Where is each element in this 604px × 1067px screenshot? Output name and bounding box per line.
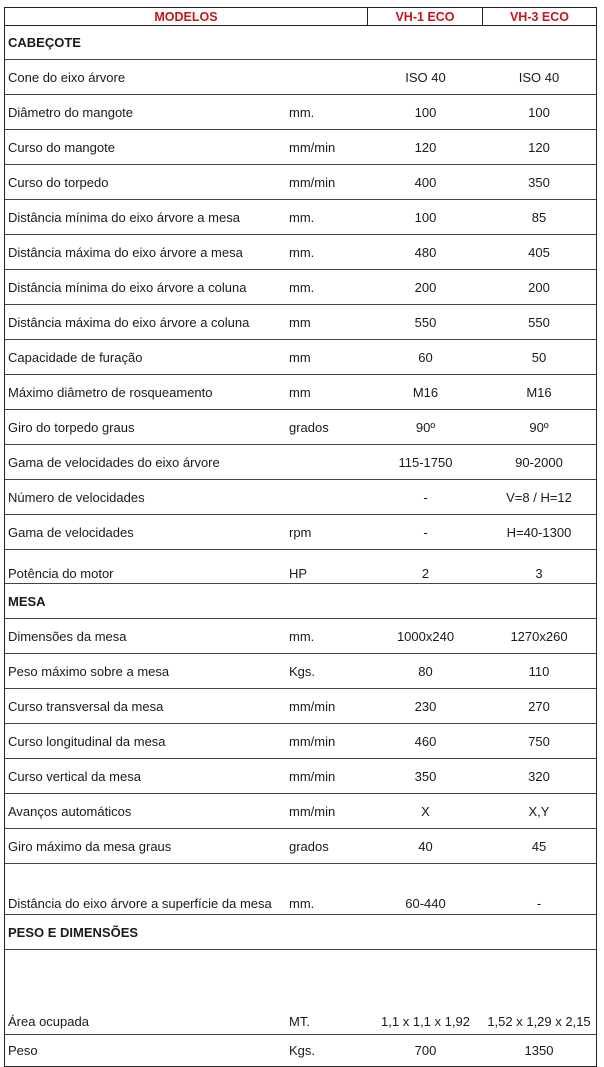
- table-row: [5, 60, 596, 95]
- spec-value-vh1: 200: [414, 279, 437, 295]
- spec-name: Distância mínima do eixo árvore a mesa: [8, 209, 240, 225]
- spec-name: Número de velocidades: [8, 489, 145, 505]
- spec-unit: mm.: [289, 896, 315, 911]
- spec-name: Distância máxima do eixo árvore a mesa: [8, 244, 243, 260]
- spec-value-vh1: 100: [414, 104, 437, 120]
- spec-name: Curso do mangote: [8, 139, 115, 155]
- spec-value-vh3: 50: [531, 349, 547, 365]
- spec-unit: mm/min: [289, 174, 336, 190]
- spec-value-vh3: 90-2000: [515, 454, 563, 470]
- table-row: [5, 410, 596, 445]
- spec-value-vh1: 550: [414, 314, 437, 330]
- spec-value-vh3: 100: [528, 104, 550, 120]
- spec-name: Giro do torpedo graus: [8, 419, 135, 435]
- table-row: [5, 95, 596, 130]
- spec-unit: HP: [289, 566, 308, 581]
- spec-value-vh1: 80: [418, 663, 433, 679]
- spec-unit: Kgs.: [289, 1043, 316, 1058]
- spec-value-vh3: 1350: [524, 1043, 554, 1058]
- spec-value-vh3: H=40-1300: [506, 524, 572, 540]
- table-row: [5, 165, 596, 200]
- table-row: [5, 445, 596, 480]
- table-row: [5, 864, 596, 915]
- model-1-header: VH-1 ECO: [368, 8, 483, 25]
- spec-value-vh1: 460: [414, 733, 437, 749]
- table-row: [5, 619, 596, 654]
- spec-name: Dimensões da mesa: [8, 628, 127, 644]
- spec-name: Peso máximo sobre a mesa: [8, 663, 170, 679]
- spec-unit: mm/min: [289, 733, 336, 749]
- spec-value-vh3: 90º: [529, 419, 549, 435]
- spec-name: Avanços automáticos: [8, 803, 132, 819]
- spec-value-vh1: 2: [421, 566, 430, 581]
- spec-value-vh1: 400: [414, 174, 437, 190]
- spec-name: Capacidade de furação: [8, 349, 143, 365]
- spec-unit: MT.: [289, 1014, 310, 1029]
- spec-value-vh1: 230: [414, 698, 437, 714]
- table-row: [5, 235, 596, 270]
- spec-value-vh3: 350: [528, 174, 550, 190]
- models-header: MODELOS: [5, 8, 368, 25]
- spec-table: [4, 7, 597, 1067]
- spec-unit: mm/min: [289, 698, 336, 714]
- spec-unit: mm/min: [289, 139, 336, 155]
- table-row: [5, 130, 596, 165]
- spec-unit: grados: [289, 419, 329, 435]
- spec-name: Potência do motor: [8, 566, 114, 581]
- spec-name: Área ocupada: [8, 1014, 89, 1029]
- table-row: [5, 759, 596, 794]
- spec-unit: grados: [289, 838, 329, 854]
- spec-name: Curso longitudinal da mesa: [8, 733, 166, 749]
- spec-value-vh3: V=8 / H=12: [506, 489, 572, 505]
- table-row: [5, 305, 596, 340]
- spec-value-vh3: ISO 40: [518, 69, 560, 85]
- spec-value-vh1: -: [423, 489, 428, 505]
- spec-unit: mm.: [289, 279, 315, 295]
- spec-value-vh3: 1,52 x 1,29 x 2,15: [487, 1014, 591, 1029]
- spec-value-vh1: 1000x240: [396, 628, 455, 644]
- spec-value-vh1: 40: [418, 838, 433, 854]
- spec-unit: mm/min: [289, 768, 336, 784]
- spec-value-vh1: X: [421, 803, 430, 819]
- spec-value-vh1: 120: [414, 139, 437, 155]
- section-title: CABEÇOTE: [8, 35, 81, 50]
- spec-name: Distância do eixo árvore a superfície da mesa: [8, 896, 272, 911]
- spec-name: Diâmetro do mangote: [8, 104, 134, 120]
- spec-value-vh3: 405: [528, 244, 550, 260]
- spec-unit: mm: [289, 384, 311, 400]
- table-row: [5, 794, 596, 829]
- table-row: [5, 1035, 596, 1066]
- section-title: PESO E DIMENSÕES: [8, 924, 139, 940]
- spec-value-vh3: 550: [528, 314, 550, 330]
- spec-name: Curso do torpedo: [8, 174, 109, 190]
- spec-value-vh3: -: [536, 896, 542, 911]
- table-row: [5, 550, 596, 584]
- section-mesa: [5, 584, 596, 619]
- spec-name: Curso transversal da mesa: [8, 698, 164, 714]
- spec-value-vh1: 90º: [415, 419, 436, 435]
- spec-name: Máximo diâmetro de rosqueamento: [8, 384, 213, 400]
- spec-name: Gama de velocidades do eixo árvore: [8, 454, 220, 470]
- spec-value-vh3: 110: [528, 663, 550, 679]
- section-cabecote: [5, 26, 596, 60]
- table-header: [5, 8, 596, 26]
- spec-value-vh1: 480: [414, 244, 437, 260]
- spec-value-vh3: 200: [528, 279, 550, 295]
- spec-value-vh3: 45: [531, 838, 547, 854]
- spec-value-vh3: 320: [528, 768, 550, 784]
- table-row: [5, 689, 596, 724]
- spec-value-vh1: 1,1 x 1,1 x 1,92: [381, 1014, 470, 1029]
- spec-unit: mm.: [289, 628, 315, 644]
- spec-value-vh3: X,Y: [528, 803, 550, 819]
- spec-name: Curso vertical da mesa: [8, 768, 141, 784]
- spec-value-vh3: 85: [531, 209, 547, 225]
- spec-unit: mm.: [289, 244, 315, 260]
- spec-value-vh1: ISO 40: [405, 69, 446, 85]
- spec-unit: mm: [289, 314, 311, 330]
- model-2-header: VH-3 ECO: [509, 9, 570, 24]
- spec-value-vh1: 700: [414, 1043, 437, 1058]
- spec-unit: Kgs.: [289, 663, 316, 679]
- spec-name: Gama de velocidades: [8, 524, 134, 540]
- table-row: [5, 375, 596, 410]
- spec-name: Giro máximo da mesa graus: [8, 838, 172, 854]
- table-row: [5, 515, 596, 550]
- spec-value-vh1: 60-440: [405, 896, 446, 911]
- table-row: [5, 480, 596, 515]
- section-title: MESA: [8, 593, 46, 609]
- spec-unit: mm/min: [289, 803, 336, 819]
- spec-value-vh3: 120: [528, 139, 550, 155]
- spec-value-vh1: 350: [414, 768, 437, 784]
- table-row: [5, 340, 596, 375]
- spec-name: Cone do eixo árvore: [8, 69, 126, 85]
- spec-value-vh1: -: [423, 524, 428, 540]
- spec-name: Distância mínima do eixo árvore a coluna: [8, 279, 247, 295]
- table-row: [5, 950, 596, 1035]
- table-row: [5, 829, 596, 864]
- spec-name: Distância máxima do eixo árvore a coluna: [8, 314, 250, 330]
- spec-value-vh1: M16: [412, 384, 439, 400]
- spec-value-vh3: M16: [526, 384, 552, 400]
- table-row: [5, 270, 596, 305]
- spec-value-vh1: 115-1750: [398, 454, 453, 470]
- table-row: [5, 200, 596, 235]
- table-row: [5, 654, 596, 689]
- spec-unit: mm.: [289, 209, 315, 225]
- section-peso-dimensoes: [5, 915, 596, 950]
- spec-value-vh1: 60: [418, 349, 433, 365]
- spec-unit: rpm: [289, 524, 312, 540]
- spec-value-vh3: 1270x260: [510, 628, 568, 644]
- spec-value-vh3: 270: [528, 698, 550, 714]
- table-row: [5, 724, 596, 759]
- spec-value-vh1: 100: [414, 209, 437, 225]
- spec-name: Peso: [8, 1043, 38, 1058]
- spec-value-vh3: 3: [535, 566, 543, 581]
- spec-unit: mm: [289, 349, 311, 365]
- spec-value-vh3: 750: [528, 733, 550, 749]
- spec-unit: mm.: [289, 104, 315, 120]
